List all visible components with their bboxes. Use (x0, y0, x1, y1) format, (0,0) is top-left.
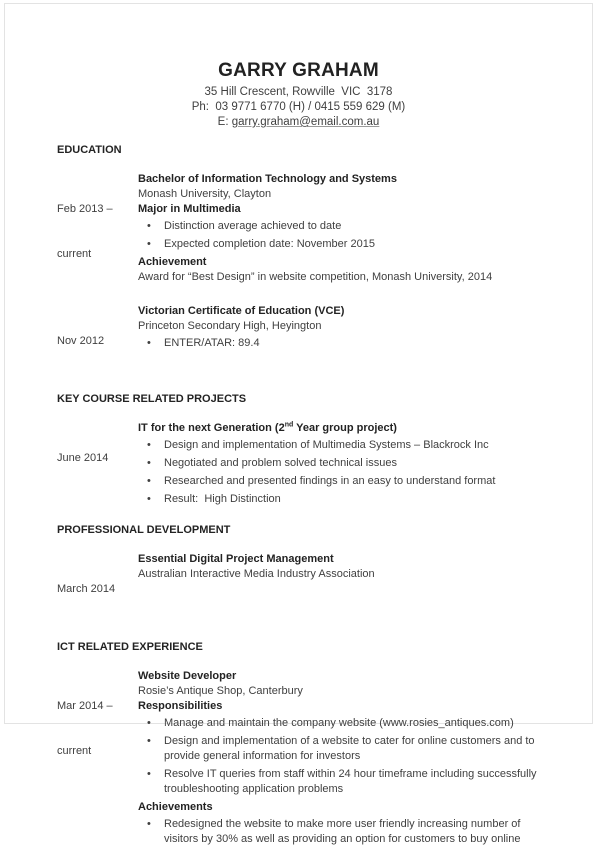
entry-content (138, 669, 544, 850)
entry-subtitle: Australian Interactive Media Industry Association (138, 568, 375, 580)
education-entry-bachelor (57, 172, 554, 292)
title-superscript: nd (284, 421, 294, 429)
date-line: Nov 2012 (57, 335, 105, 347)
address-line: 35 Hill Crescent, Rowville VIC 3178 (204, 86, 393, 98)
resume-body (5, 143, 592, 850)
date-line: Feb 2013 – (57, 203, 113, 215)
date-line: current (57, 745, 92, 757)
entry-subtitle: Princeton Secondary High, Heyington (138, 320, 322, 332)
entry-date (57, 172, 138, 292)
entry-subtitle: Rosie’s Antique Shop, Canterbury (138, 685, 303, 697)
entry-title: Bachelor of Information Technology and Systems (138, 173, 397, 185)
bullet-text: Result: High Distinction (164, 493, 281, 505)
entry-content (138, 172, 544, 292)
bullet-item (138, 817, 544, 847)
bullet-icon (147, 817, 151, 832)
entry-subheading: Responsibilities (138, 700, 223, 712)
bullet-text: Redesigned the website to make more user friendly increasing number of visitors by 30% as well as providing an option for customers to buy online (164, 818, 524, 845)
bullet-item (138, 474, 544, 489)
bullet-item (138, 767, 544, 797)
candidate-name: GARRY GRAHAM (218, 60, 379, 81)
title-pre: IT for the next Generation (2 (138, 422, 285, 434)
bullet-text: Design and implementation of a website to cater for online customers and to provide general information for investors (164, 735, 538, 762)
bullet-icon (147, 492, 151, 507)
section-title: EDUCATION (57, 144, 122, 156)
entry-date (57, 669, 138, 850)
bullet-text: Design and implementation of Multimedia Systems – Blackrock Inc (164, 439, 489, 451)
bullet-icon (147, 474, 151, 489)
section-title: ICT RELATED EXPERIENCE (57, 641, 203, 653)
date-line: Mar 2014 – (57, 700, 113, 712)
entry-content (138, 304, 544, 379)
section-professional-development (57, 523, 554, 627)
development-entry (57, 552, 554, 627)
project-entry-it-generation (57, 421, 554, 510)
date-line: current (57, 248, 92, 260)
bullet-item (138, 438, 544, 453)
bullet-list (138, 438, 544, 507)
bullet-item (138, 492, 544, 507)
section-ict-experience (57, 640, 554, 850)
entry-date (57, 421, 138, 510)
bullet-text: Expected completion date: November 2015 (164, 238, 375, 250)
bullet-list (138, 219, 544, 252)
section-key-course-projects (57, 392, 554, 510)
entry-content (138, 421, 544, 510)
bullet-icon (147, 237, 151, 252)
bullet-list (138, 817, 544, 847)
bullet-icon (147, 438, 151, 453)
bullet-item (138, 716, 544, 731)
entry-subheading: Major in Multimedia (138, 203, 241, 215)
entry-subheading: Achievements (138, 801, 213, 813)
entry-content (138, 552, 544, 627)
bullet-item (138, 237, 544, 252)
entry-title: Victorian Certificate of Education (VCE) (138, 305, 345, 317)
date-line: June 2014 (57, 452, 109, 464)
email-line (5, 115, 592, 130)
experience-entry-website-developer (57, 669, 554, 850)
bullet-icon (147, 716, 151, 731)
bullet-text: Resolve IT queries from staff within 24 hour timeframe including successfully troubleshooting application problems (164, 768, 540, 795)
resume-header (5, 4, 592, 130)
entry-title: Website Developer (138, 670, 237, 682)
section-education (57, 143, 554, 379)
section-title: KEY COURSE RELATED PROJECTS (57, 393, 247, 405)
bullet-text: Negotiated and problem solved technical issues (164, 457, 397, 469)
bullet-icon (147, 734, 151, 749)
entry-title (138, 421, 544, 436)
resume-page (4, 3, 593, 845)
bullet-item (138, 219, 544, 234)
bullet-text: Researched and presented findings in an easy to understand format (164, 475, 496, 487)
bullet-icon (147, 219, 151, 234)
bullet-list (138, 716, 544, 797)
phone-line: Ph: 03 9771 6770 (H) / 0415 559 629 (M) (191, 101, 406, 113)
bullet-icon (147, 456, 151, 471)
email-label: E: (217, 116, 232, 128)
bullet-icon (147, 767, 151, 782)
date-line: March 2014 (57, 583, 116, 595)
entry-subheading: Achievement (138, 256, 207, 268)
email-link[interactable]: garry.graham@email.com.au (231, 116, 380, 128)
entry-subtitle: Monash University, Clayton (138, 188, 272, 200)
education-entry-vce (57, 304, 554, 379)
bullet-item (138, 734, 544, 764)
section-title: PROFESSIONAL DEVELOPMENT (57, 524, 231, 536)
entry-date (57, 552, 138, 627)
bullet-text: ENTER/ATAR: 89.4 (164, 337, 260, 349)
bullet-icon (147, 336, 151, 351)
entry-detail: Award for “Best Design” in website competition, Monash University, 2014 (138, 271, 493, 283)
bullet-text: Distinction average achieved to date (164, 220, 342, 232)
bullet-list (138, 336, 544, 351)
entry-title: Essential Digital Project Management (138, 553, 334, 565)
bullet-text: Manage and maintain the company website (www.rosies_antiques.com) (164, 717, 514, 729)
title-post: Year group project) (293, 422, 397, 434)
bullet-item (138, 336, 544, 351)
entry-date (57, 304, 138, 379)
bullet-item (138, 456, 544, 471)
